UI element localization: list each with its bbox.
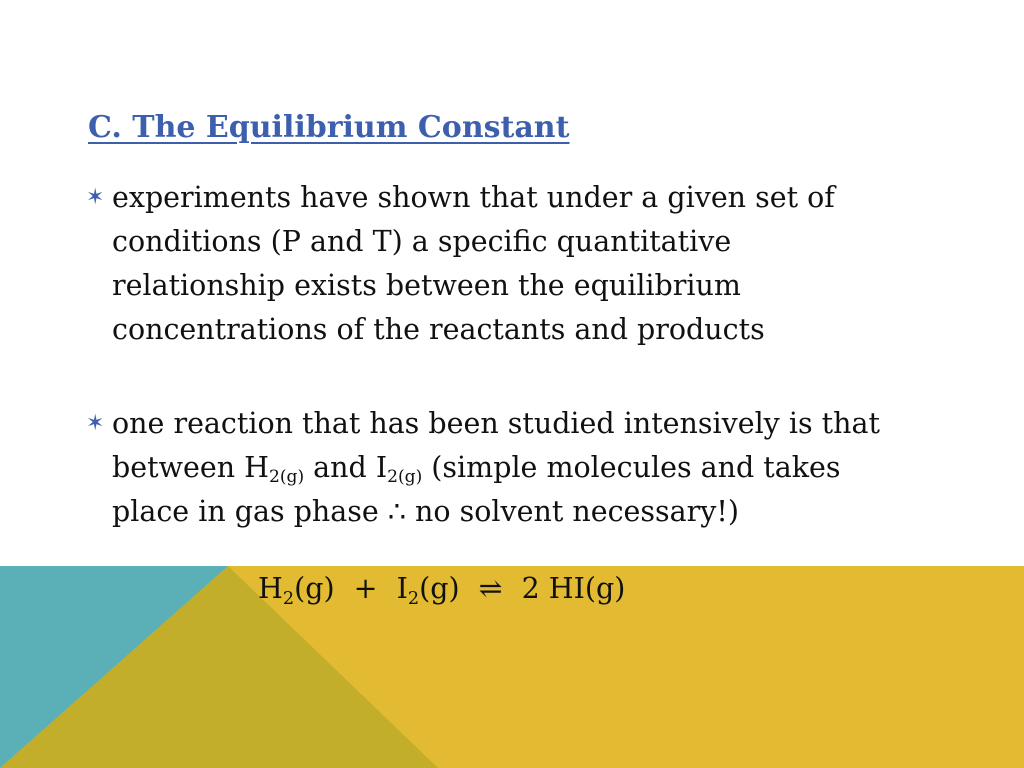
text-segment: between H [112, 451, 269, 484]
therefore-symbol: ∴ [387, 495, 406, 528]
bullet-2-line-2 [112, 446, 880, 490]
bullet-1-line-3: relationship exists between the equilibrium [112, 269, 741, 302]
text-segment: place in gas phase [112, 495, 388, 528]
bullet-1-line-4: concentrations of the reactants and products [112, 313, 765, 346]
star-icon: ✶ [86, 185, 105, 210]
equilibrium-arrow-icon: ⇌ [478, 572, 503, 605]
subscript: 2(g) [387, 467, 423, 488]
bullet-1-line-2: conditions (P and T) a specific quantitative [112, 225, 732, 258]
bullet-2-line-3 [112, 490, 880, 534]
hydrogen-symbol: H [258, 572, 283, 605]
iodine-state: (g) [419, 572, 460, 605]
text-segment: (simple molecules and takes [422, 451, 841, 484]
bullet-text-2 [112, 402, 880, 534]
bullet-2-line-1: one reaction that has been studied intensively is that [112, 407, 880, 440]
iodine-symbol: I [396, 572, 408, 605]
text-segment: and I [304, 451, 388, 484]
iodine-subscript: 2 [407, 589, 420, 610]
hydrogen-state: (g) [294, 572, 335, 605]
slide-title: C. The Equilibrium Constant [88, 110, 570, 145]
bullet-1-line-1: experiments have shown that under a given set of [112, 181, 835, 214]
plus-sign: + [353, 572, 378, 605]
product: 2 HI(g) [521, 572, 626, 605]
text-segment: no solvent necessary!) [405, 495, 739, 528]
hydrogen-subscript: 2 [282, 589, 295, 610]
subscript: 2(g) [268, 467, 305, 488]
bullet-text-1 [112, 176, 835, 352]
reaction-equation [258, 572, 626, 610]
star-icon: ✶ [86, 411, 105, 436]
